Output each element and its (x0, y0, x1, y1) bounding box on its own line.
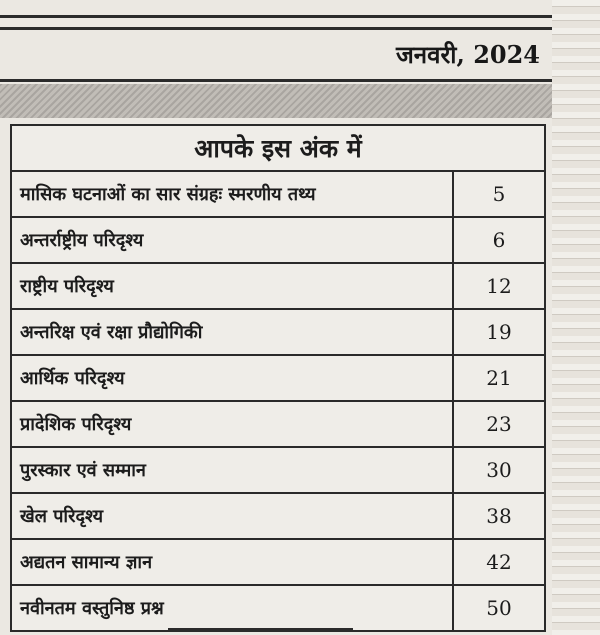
table-row[interactable] (12, 448, 544, 494)
toc-item-label: नवीनतम वस्तुनिष्ठ प्रश्न (12, 586, 454, 630)
toc-item-label: मासिक घटनाओं का सार संग्रहः स्मरणीय तथ्य (12, 172, 454, 216)
toc-item-label: अन्तरिक्ष एवं रक्षा प्रौद्योगिकी (12, 310, 454, 354)
toc-page-number: 12 (486, 274, 512, 298)
page-edge (552, 0, 600, 635)
toc-page-number: 5 (492, 182, 506, 206)
table-row[interactable] (12, 172, 544, 218)
hatched-band (0, 84, 552, 118)
toc-item-label: खेल परिदृश्य (12, 494, 454, 538)
toc-page-number: 19 (486, 320, 512, 344)
toc-item-label: अन्तर्राष्ट्रीय परिदृश्य (12, 218, 454, 262)
toc-page-number: 21 (486, 366, 512, 390)
toc-page-number: 50 (486, 596, 512, 620)
contents-table (10, 124, 546, 632)
header-rule-top (0, 15, 552, 18)
toc-item-label: अद्यतन सामान्य ज्ञान (12, 540, 454, 584)
toc-page-number: 23 (486, 412, 512, 436)
table-row[interactable] (12, 402, 544, 448)
table-row[interactable] (12, 310, 544, 356)
toc-item-label: राष्ट्रीय परिदृश्य (12, 264, 454, 308)
toc-page-number: 6 (492, 228, 506, 252)
contents-title: आपके इस अंक में (12, 126, 544, 172)
header-rule-bottom (0, 79, 552, 82)
toc-item-label: पुरस्कार एवं सम्मान (12, 448, 454, 492)
table-row[interactable] (12, 218, 544, 264)
toc-page-number: 30 (486, 458, 512, 482)
footer-rule (168, 628, 353, 632)
table-row[interactable] (12, 540, 544, 586)
table-row[interactable] (12, 586, 544, 630)
table-row[interactable] (12, 264, 544, 310)
table-row[interactable] (12, 494, 544, 540)
table-row[interactable] (12, 356, 544, 402)
toc-page-number: 42 (486, 550, 512, 574)
toc-item-label: प्रादेशिक परिदृश्य (12, 402, 454, 446)
toc-item-label: आर्थिक परिदृश्य (12, 356, 454, 400)
header-rule-mid (0, 27, 552, 30)
toc-page-number: 38 (486, 504, 512, 528)
issue-date: जनवरी, 2024 (395, 40, 540, 69)
